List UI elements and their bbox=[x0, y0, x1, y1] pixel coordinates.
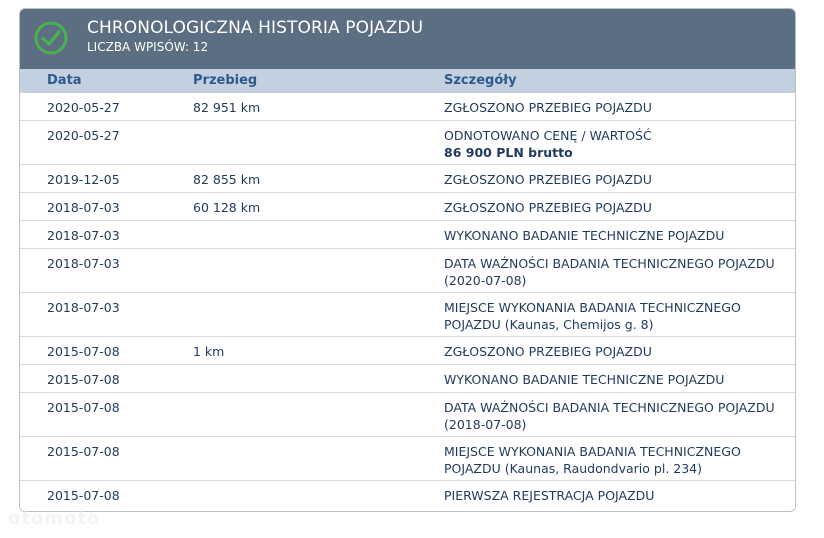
row-details: ZGŁOSZONO PRZEBIEG POJAZDU bbox=[444, 100, 652, 115]
history-table-body bbox=[20, 93, 795, 509]
history-header bbox=[20, 9, 795, 69]
column-header-mileage: Przebieg bbox=[193, 73, 258, 88]
row-mileage: 82 855 km bbox=[193, 172, 261, 187]
row-date: 2015-07-08 bbox=[47, 488, 120, 503]
row-details: ZGŁOSZONO PRZEBIEG POJAZDU bbox=[444, 200, 652, 215]
row-date: 2015-07-08 bbox=[47, 344, 120, 359]
row-date: 2018-07-03 bbox=[47, 300, 120, 315]
table-row bbox=[20, 393, 795, 437]
row-details-block bbox=[444, 127, 789, 161]
table-row bbox=[20, 437, 795, 481]
table-row bbox=[20, 193, 795, 221]
row-details: WYKONANO BADANIE TECHNICZNE POJAZDU bbox=[444, 372, 725, 387]
row-mileage: 82 951 km bbox=[193, 100, 261, 115]
row-mileage: 60 128 km bbox=[193, 200, 261, 215]
row-date: 2018-07-03 bbox=[47, 200, 120, 215]
row-details: ZGŁOSZONO PRZEBIEG POJAZDU bbox=[444, 172, 652, 187]
table-row bbox=[20, 365, 795, 393]
row-details: DATA WAŻNOŚCI BADANIA TECHNICZNEGO POJAZDU (2020-07-08) bbox=[444, 256, 775, 288]
table-header bbox=[20, 69, 795, 93]
row-date: 2015-07-08 bbox=[47, 372, 120, 387]
check-circle-icon bbox=[34, 21, 68, 55]
row-date: 2020-05-27 bbox=[47, 100, 120, 115]
row-details: WYKONANO BADANIE TECHNICZNE POJAZDU bbox=[444, 228, 725, 243]
column-header-details: Szczegóły bbox=[444, 73, 517, 88]
row-date: 2019-12-05 bbox=[47, 172, 120, 187]
row-mileage: 1 km bbox=[193, 344, 225, 359]
row-date: 2020-05-27 bbox=[47, 128, 120, 143]
table-row bbox=[20, 481, 795, 509]
row-details: MIEJSCE WYKONANIA BADANIA TECHNICZNEGO POJAZDU (Kaunas, Chemijos g. 8) bbox=[444, 300, 741, 332]
table-row bbox=[20, 249, 795, 293]
entry-count: LICZBA WPISÓW: 12 bbox=[87, 40, 209, 54]
history-title: CHRONOLOGICZNA HISTORIA POJAZDU bbox=[87, 18, 424, 38]
table-row bbox=[20, 337, 795, 365]
otomoto-watermark: otomoto bbox=[8, 508, 101, 529]
row-date: 2015-07-08 bbox=[47, 400, 120, 415]
column-header-date: Data bbox=[47, 73, 82, 88]
row-details: DATA WAŻNOŚCI BADANIA TECHNICZNEGO POJAZDU (2018-07-08) bbox=[444, 400, 775, 432]
table-row bbox=[20, 93, 795, 121]
row-details: PIERWSZA REJESTRACJA POJAZDU bbox=[444, 488, 655, 503]
row-details: ZGŁOSZONO PRZEBIEG POJAZDU bbox=[444, 344, 652, 359]
table-row bbox=[20, 221, 795, 249]
row-details: MIEJSCE WYKONANIA BADANIA TECHNICZNEGO POJAZDU (Kaunas, Raudondvario pl. 234) bbox=[444, 444, 741, 476]
row-date: 2018-07-03 bbox=[47, 256, 120, 271]
row-price-value: 86 900 PLN brutto bbox=[444, 145, 573, 160]
table-row bbox=[20, 165, 795, 193]
row-date: 2015-07-08 bbox=[47, 444, 120, 459]
vehicle-history-panel bbox=[19, 8, 796, 512]
row-date: 2018-07-03 bbox=[47, 228, 120, 243]
table-row bbox=[20, 293, 795, 337]
row-details: ODNOTOWANO CENĘ / WARTOŚĆ bbox=[444, 128, 652, 143]
table-row bbox=[20, 121, 795, 165]
